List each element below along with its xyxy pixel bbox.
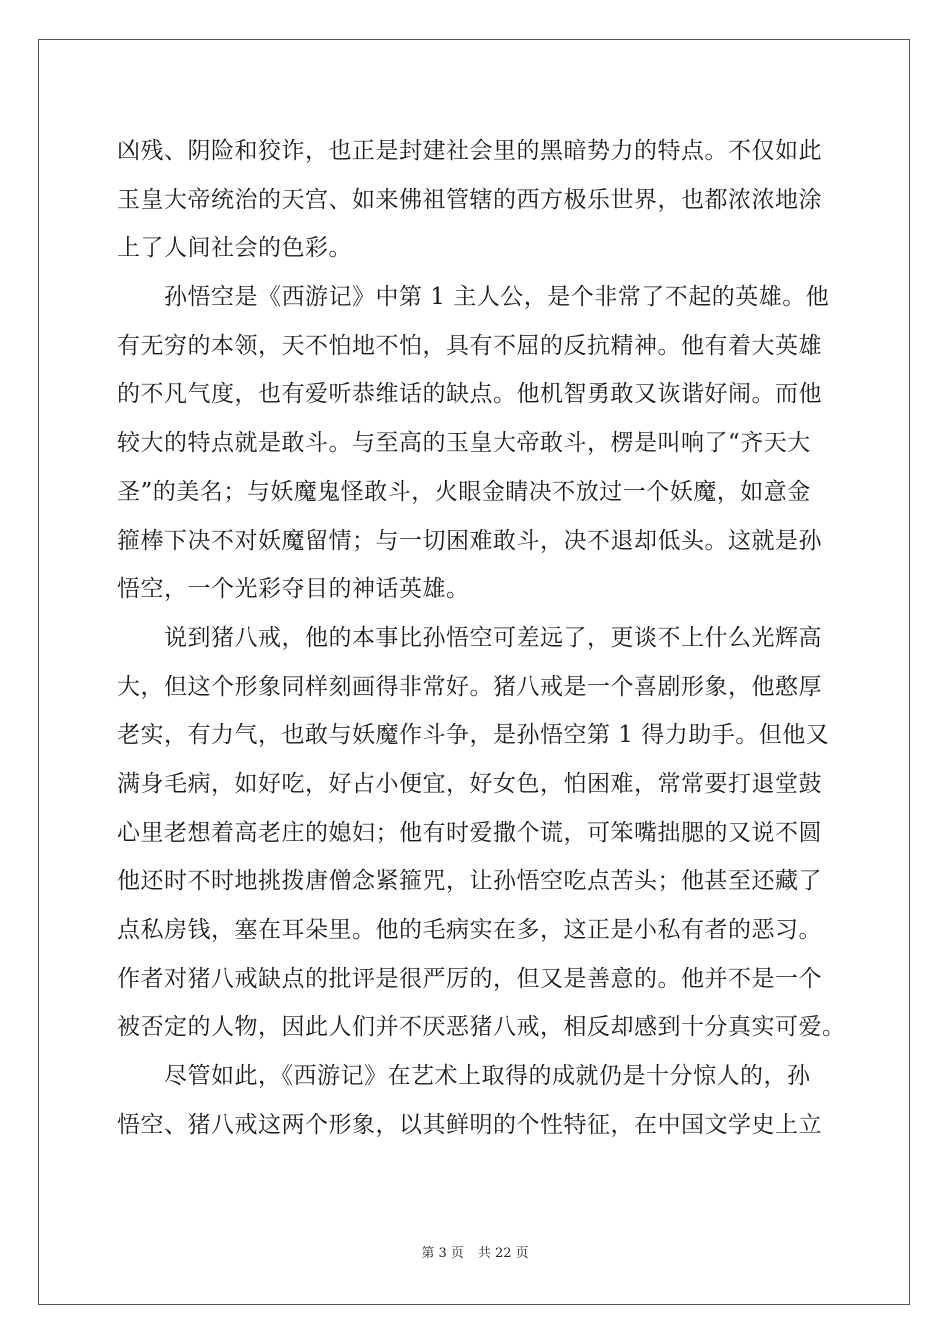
text-line: 上了人间社会的色彩。 [117, 235, 352, 262]
document-body [117, 127, 846, 1149]
text-line: 心里老想着高老庄的媳妇；他有时爱撒个谎，可笨嘴拙腮的又说不圆 [117, 819, 822, 846]
text-line: 孙悟空是《西游记》中第 1 主人公，是个非常了不起的英雄。他 [117, 284, 830, 311]
text-line: 满身毛病，如好吃，好占小便宜，好女色，怕困难，常常要打退堂鼓 [117, 770, 822, 797]
text-line: 作者对猪八戒缺点的批评是很严厉的，但又是善意的。他并不是一个 [117, 965, 822, 992]
text-line: 悟空、猪八戒这两个形象，以其鲜明的个性特征，在中国文学史上立 [117, 1111, 822, 1138]
text-line: 被否定的人物，因此人们并不厌恶猪八戒，相反却感到十分真实可爱。 [117, 1014, 846, 1041]
text-line: 较大的特点就是敢斗。与至高的玉皇大帝敢斗，楞是叫响了“齐天大 [117, 430, 811, 457]
text-line: 圣”的美名；与妖魔鬼怪敢斗，火眼金睛决不放过一个妖魔，如意金 [117, 478, 811, 505]
text-line: 有无穷的本领，天不怕地不怕，具有不屈的反抗精神。他有着大英雄 [117, 332, 822, 359]
text-line: 凶残、阴险和狡诈，也正是封建社会里的黑暗势力的特点。不仅如此 [117, 138, 822, 164]
text-line: 悟空，一个光彩夺目的神话英雄。 [117, 576, 470, 603]
text-line: 箍棒下决不对妖魔留情；与一切困难敢斗，决不退却低头。这就是孙 [117, 527, 822, 554]
page-total: 共 22 页 [477, 1246, 529, 1261]
text-line: 的不凡气度，也有爱听恭维话的缺点。他机智勇敢又诙谐好闹。而他 [117, 381, 822, 408]
text-line: 玉皇大帝统治的天宫、如来佛祖管辖的西方极乐世界，也都浓浓地涂 [117, 186, 822, 213]
text-line: 他还时不时地挑拨唐僧念紧箍咒，让孙悟空吃点苦头；他甚至还藏了 [117, 868, 822, 895]
page-number: 第 3 页 [421, 1246, 464, 1261]
text-line: 点私房钱，塞在耳朵里。他的毛病实在多，这正是小私有者的恶习。 [117, 917, 822, 943]
text-line: 老实，有力气，也敢与妖魔作斗争，是孙悟空第 1 得力助手。但他又 [117, 722, 830, 749]
text-line: 尽管如此，《西游记》在艺术上取得的成就仍是十分惊人的，孙 [117, 1063, 811, 1090]
text-line: 大，但这个形象同样刻画得非常好。猪八戒是一个喜剧形象，他憨厚 [117, 673, 822, 700]
page-footer [0, 1242, 950, 1261]
text-line: 说到猪八戒，他的本事比孙悟空可差远了，更谈不上什么光辉高 [117, 624, 822, 651]
